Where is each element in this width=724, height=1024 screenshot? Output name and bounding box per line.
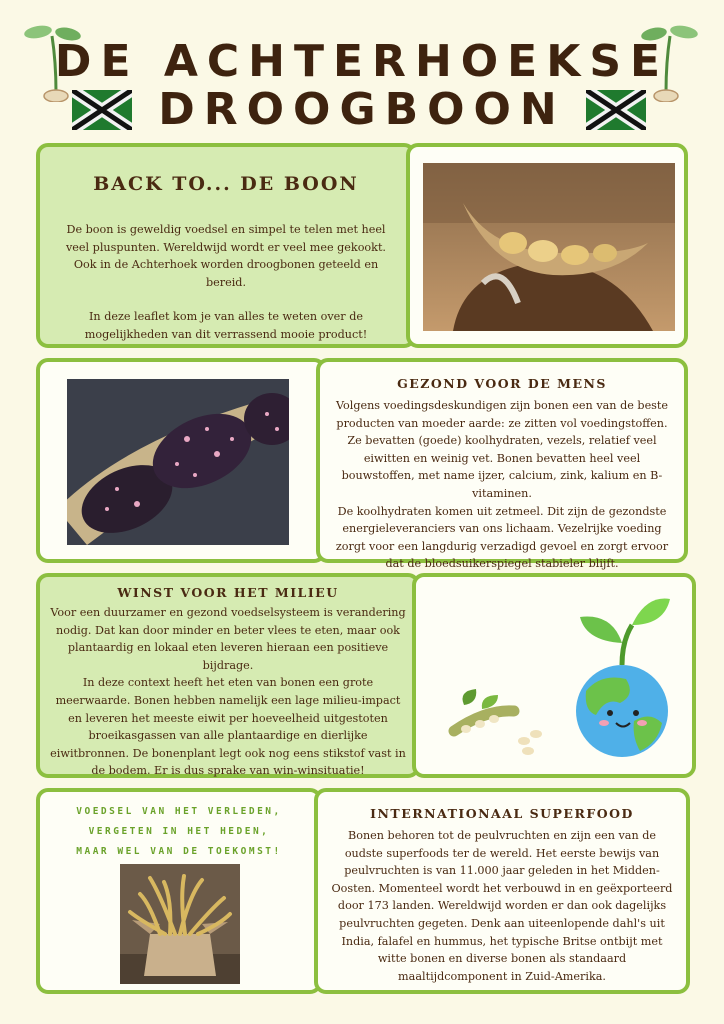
environment-paragraph-1: Voor een duurzamer en gezond voedselsysteem is verandering nodig. Dat kan door minder en beter vlees te eten, maar ook plantaardig en lokaal eten leveren hieraan een positieve bijdrage. — [50, 606, 406, 672]
bean-pod-photo — [423, 163, 675, 331]
health-paragraph-1: Volgens voedingsdeskundigen zijn bonen een van de beste producten van moeder aarde: ze zitten vol voedingstoffen. Ze bevatten (goede) koolhydraten, vezels, relatief veel eiwitten en weinig vet. Bonen bevatten heel veel bouwstoffen, met name ijzer, calcium, zink, kalium en B-vitaminen. — [335, 399, 669, 500]
intro-image-panel — [406, 143, 688, 348]
environment-panel — [36, 573, 420, 778]
health-image-panel — [36, 358, 326, 563]
beans-and-globe-illustration — [436, 591, 686, 766]
health-panel — [316, 358, 688, 571]
environment-image-panel — [412, 573, 696, 778]
superfood-panel — [314, 788, 690, 994]
superfood-text — [328, 827, 676, 985]
environment-paragraph-2: In deze context heeft het eten van bonen een grote meerwaarde. Bonen hebben namelijk een lage milieu-impact en leveren het meeste eiwit per hoeveelheid uitgestoten broeikasgassen van alle plantaardige en dierlijke eiwitbronnen. De bonenplant legt ook nog eens stikstof vast in de bodem. Er is dus sprake van win-winsituatie! — [50, 676, 406, 778]
purple-beans-photo — [67, 379, 289, 545]
superfood-heading: INTERNATIONAAL SUPERFOOD — [370, 806, 634, 821]
intro-paragraph-1: De boon is geweldig voedsel en simpel te telen met heel veel pluspunten. Wereldwijd wordt er veel mee gekookt. Ook in de Achterhoek worden droogbonen geteeld en bereid. — [65, 223, 386, 289]
quote-line-2: VERGETEN IN HET HEDEN, — [88, 826, 270, 837]
title-line-2: DROOGBOON — [158, 84, 566, 135]
superfood-paragraph: Bonen behoren tot de peulvruchten en zijn een van de oudste superfoods ter de wereld. Het eerste bewijs van peulvruchten is van 11.000 jaar geleden in het Midden-Oosten. Momenteel wordt het verbouwd in en geëxporteerd door 173 landen. Wereldwijd worden er dan ook dagelijks peulvruchten gegeten. Denk aan uiteenlopende dahl's uit India, falafel en hummus, het typische Britse ontbijt met witte bonen en diverse bonen als standaard maaltijdcomponent in Zuid-Amerika. — [331, 829, 673, 983]
intro-text — [58, 221, 394, 344]
health-paragraph-2: De koolhydraten komen uit zetmeel. Dit zijn de gezondste energieleveranciers van ons lichaam. Vezelrijke voeding zorgt voor een langdurig verzadigd gevoel en zorgt ervoor dat de bloedsuikerspiegel stabieler blijft. — [335, 504, 669, 571]
health-heading: GEZOND VOOR DE MENS — [397, 376, 607, 391]
intro-heading: BACK TO... DE BOON — [93, 173, 359, 195]
health-text — [328, 397, 676, 573]
intro-panel — [36, 143, 416, 348]
quote-panel — [36, 788, 322, 994]
beans-in-box-photo — [120, 864, 240, 984]
environment-text — [50, 604, 406, 780]
title-line-1: DE ACHTERHOEKSE — [54, 36, 670, 87]
quote-line-3: MAAR WEL VAN DE TOEKOMST! — [76, 846, 282, 857]
quote-text — [40, 802, 318, 862]
environment-heading: WINST VOOR HET MILIEU — [117, 585, 339, 600]
page-title — [0, 38, 724, 134]
intro-paragraph-2: In deze leaflet kom je van alles te weten over de mogelijkheden van dit verrassend mooie product! — [84, 310, 368, 341]
quote-line-1: VOEDSEL VAN HET VERLEDEN, — [76, 806, 282, 817]
